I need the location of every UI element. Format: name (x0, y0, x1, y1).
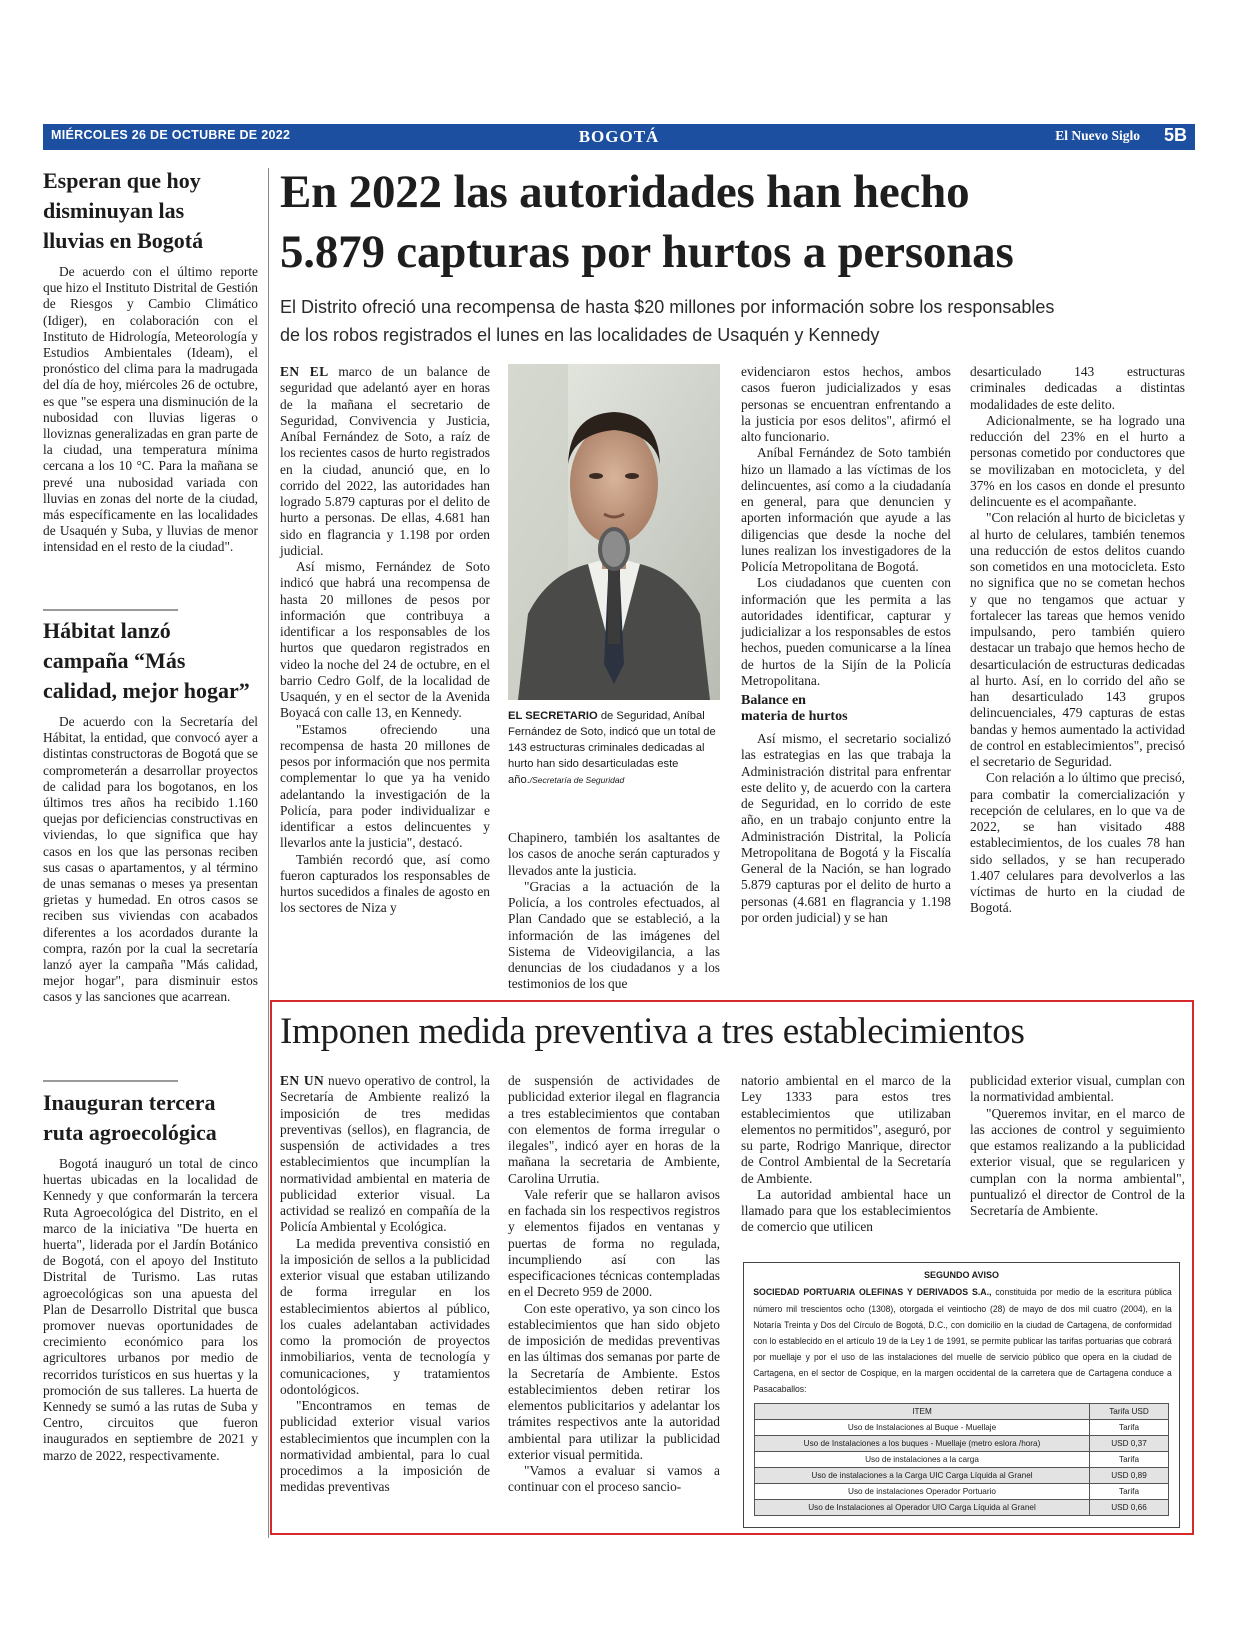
sidebar-title: Inauguran tercera ruta agroecológica (43, 1090, 217, 1145)
table-row: Uso de instalaciones a la Carga UIC Carga Líquida al Granel USD 0,89 (755, 1468, 1169, 1484)
lead-in: EN EL (280, 364, 329, 379)
photo-caption: EL SECRETARIO de Seguridad, Aníbal Fernández de Soto, indicó que un total de 143 estructuras criminales dedicadas al hurto han sido desarticuladas este año./Secretaría de Seguridad (508, 710, 716, 786)
tariff-table (754, 1403, 1169, 1516)
box-column-1: EN UN nuevo operativo de control, la Secretaría de Ambiente realizó la imposición de tres medidas preventivas (sellos), en flagrancia, de suspensión de actividades a tres establecimientos que incumplían la normatividad ambiental en materia de publicidad exterior visual. La actividad se realizó en compañía de la Policía Ambiental y Ecológica. La medida preventiva consistió en la imposición de sellos a la publicidad exterior visual que estaban utilizando de forma irregular en los establecimientos abiertos al público, los cuales adelantaban actividades como la promoción de proyectos inmobiliarios, venta de tecnología y comunicaciones, y tratamientos odontológicos. "Encontramos en temas de publicidad exterior visual varios establecimientos que incumplen con la normatividad ambiental, para lo cual procedimos a la imposición de medidas preventivas (280, 1073, 490, 1495)
photo-credit: /Secretaría de Seguridad (529, 775, 625, 785)
section-subtitle: Balance en materia de hurtos (741, 693, 848, 724)
header-date: MIÉRCOLES 26 DE OCTUBRE DE 2022 (51, 128, 291, 142)
main-subheadline: El Distrito ofreció una recompensa de hasta $20 millones por información sobre los responsables de los robos registrados el lunes en las localidades de Usaquén y Kennedy (280, 297, 1055, 345)
box-column-4: publicidad exterior visual, cumplan con la normatividad ambiental. "Queremos invitar, en el marco de las acciones de control y seguimiento que estamos realizando a la publicidad exterior visual, que se regularicen y cumplan con la norma ambiental", puntualizó el director de Control de la Secretaría de Ambiente. (970, 1073, 1185, 1218)
notice-heading: SEGUNDO AVISO (923, 1270, 999, 1280)
sidebar-article-weather (43, 166, 258, 556)
main-column-4: desarticulado 143 estructuras criminales dedicadas a distintas modalidades de este delito. Adicionalmente, se ha logrado una reducción del 23% en el hurto a personas cometido por conductores que se movilizaban en motocicleta, y del 37% en los casos en donde el presunto delincuente es el acompañante. "Con relación al hurto de bicicletas y al hurto de celulares, también tenemos una reducción de estos delitos cuando son cometidos en una motocicleta. Esto no significa que no se cometan hechos y que no tengamos que actuar y fortalecer las tareas que hemos venido impulsando, pero también quiero destacar un trabajo que hemos hecho de desarticulación de estructuras dedicadas al hurto. Así, en lo corrido del año se han desarticulado 143 grupos delincuenciales, 479 capturas de estas bandas y hemos aumentado la actividad de control en establecimientos", precisó el secretario de Seguridad. Con relación a lo último que precisó, para combatir la comercialización y recepción de celulares, en lo que va de 2022, se han visitado 488 establecimientos, de los cuales 78 han sido sellados, y se han recuperado 1.407 celulares para devolverlos a las víctimas de hurto en la ciudad de Bogotá. (970, 364, 1185, 916)
table-header-row: ITEM Tarifa USD (755, 1404, 1169, 1420)
sidebar-article-habitat (43, 616, 258, 1006)
sidebar-body: Bogotá inauguró un total de cinco huertas ubicadas en la localidad de Kennedy y que conformarán la tercera Ruta Agroecológica del Distrito, en el marco de la iniciativa "De huerta en huerta", liderada por el Jardín Botánico de Bogotá, con el apoyo del Instituto Distrital de Turismo. Las rutas agroecológicas son una apuesta del Plan de Desarrollo Distrital que busca promover nuevas oportunidades de crecimiento económico para los agricultores urbanos por medio de recorridos turísticos en sus huertas y la promoción de sus talleres. La huerta de Kennedy se sumó a las rutas de Suba y Centro, circuitos que fueron inaugurados en septiembre de 2021 y marzo de 2022, respectivamente. (43, 1156, 258, 1463)
divider (43, 609, 178, 611)
legal-notice (743, 1262, 1180, 1528)
box-column-2: de suspensión de actividades de publicidad exterior ilegal en flagrancia a tres establecimientos que contaban con elementos de forma irregular o ilegales", indicó ayer en horas de la mañana la secretaria de Ambiente, Carolina Urrutia. Vale referir que se hallaron avisos en fachada sin los respectivos registros y elementos fijados en ventanas y puertas de forma no regulada, incumpliendo así con las especificaciones técnicas contempladas en el Decreto 959 de 2000. Con este operativo, ya son cinco los establecimientos que han sido objeto de imposición de medidas preventivas en las últimas dos semanas por parte de la Secretaría de Ambiente. Estos establecimientos deben retirar los elementos publicitarios y adelantar los trámites respectivos ante la autoridad ambiental para utilizar la publicidad exterior visual permitida. "Vamos a evaluar si vamos a continuar con el proceso sancio- (508, 1073, 720, 1495)
page-header-bar (43, 124, 1195, 150)
sidebar-body: De acuerdo con la Secretaría del Hábitat, la entidad, que convocó ayer a distintas constructoras de Bogotá que se comprometerán a desarrollar proyectos de calidad para los bogotanos, en los últimos tres años ha recibido 1.160 quejas por deficiencias constructivas en viviendas, lo que significa que hay casos en los que las personas reciben sus casas o apartamentos, y al término de unas semanas o meses ya presentan grietas y humedad. En otros casos se reciben sus viviendas con acabados diferentes a los acordados durante la compra, razón por la cual la secretaría lanzó ayer la campaña "Más calidad, mejor hogar", para disminuir estos casos y las sanciones que acarrean. (43, 714, 258, 1005)
table-row: Uso de instalaciones a la carga Tarifa (755, 1452, 1169, 1468)
box-headline: Imponen medida preventiva a tres establecimientos (280, 1011, 1025, 1052)
header-newspaper-name: El Nuevo Siglo (1055, 128, 1140, 143)
divider (43, 1080, 178, 1082)
sidebar-title: Esperan que hoy disminuyan las lluvias en Bogotá (43, 168, 204, 253)
header-page-number: 5B (1163, 125, 1187, 145)
main-headline: En 2022 las autoridades han hecho 5.879 capturas por hurtos a personas (280, 166, 1014, 278)
column-divider (268, 168, 269, 1538)
main-column-2: Chapinero, también los asaltantes de los casos de anoche serán capturados y llevados ante la justicia. "Gracias a la actuación de la Policía, a los controles efectuados, al Plan Candado que se estableció, a la información de las imágenes del Sistema de Videovigilancia, a las denuncias de los ciudadanos y a los testimonios de los que (508, 830, 720, 992)
table-row: Uso de Instalaciones a los buques - Muellaje (metro eslora /hora) USD 0,37 (755, 1436, 1169, 1452)
header-section: BOGOTÁ (578, 127, 660, 146)
sidebar-article-agro-route (43, 1088, 258, 1464)
secretary-photo (508, 364, 720, 700)
box-column-3: natorio ambiental en el marco de la Ley 1333 para estos tres establecimientos que utilizaban elementos no permitidos", aseguró, por su parte, Rodrigo Manrique, director de Control Ambiental de la Secretaría de Ambiente. La autoridad ambiental hace un llamado para que los establecimientos de comercio que utilicen (741, 1073, 952, 1235)
lead-in: EN UN (280, 1073, 325, 1088)
table-row: Uso de Instalaciones al Operador UIO Carga Líquida al Granel USD 0,66 (755, 1500, 1169, 1516)
main-column-1: EN EL marco de un balance de seguridad que adelantó ayer en horas de la mañana el secretario de Seguridad, Convivencia y Justicia, Aníbal Fernández de Soto, a raíz de los recientes casos de hurto registrados en la ciudad, anunció que, en lo corrido del 2022, las autoridades han logrado 5.879 capturas por el delito de hurto a personas. De ellas, 4.681 han sido en flagrancia y 1.198 por orden judicial. Así mismo, Fernández de Soto indicó que habrá una recompensa de hasta 20 millones de pesos por información que contribuya a identificar a los responsables de los hurtos que quedaron registrados en video la noche del 24 de octubre, en el barrio Cedro Golf, de la localidad de Usaquén, y en el sector de la Avenida Boyacá con calle 13, en Kennedy. "Estamos ofreciendo una recompensa de hasta 20 millones de pesos por información que nos permita complementar lo que ya ha venido adelantando la investigación de la Policía, para poder individualizar e identificar a estos delincuentes y llevarlos ante la justicia", destacó. También recordó que, así como fueron capturados los responsables de hurtos sucedidos a finales de agosto en los sectores de Niza y (280, 364, 490, 916)
notice-body: SOCIEDAD PORTUARIA OLEFINAS Y DERIVADOS S.A., constituida por medio de la escritura pública número mil trescientos ocho (1308), otorgada el veintiocho (28) de mayo de dos mil cuatro (2004), en la Notaría Treinta y Dos del Círculo de Bogotá, D.C., con domicilio en la ciudad de Cartagena, de conformidad con lo establecido en el artículo 19 de la Ley 1 de 1991, se permite publicar las tarifas portuarias que cobrará por muellaje y por el uso de las instalaciones del muelle de servicio público que opera en la ciudad de Cartagena, en el sector de Cospique, en la margen occidental de la carretera que de Cartagena conduce a Pasacaballos: (753, 1287, 1172, 1394)
sidebar-title: Hábitat lanzó campaña “Más calidad, mejor hogar” (43, 618, 250, 703)
table-row: Uso de Instalaciones al Buque - Muellaje Tarifa (755, 1420, 1169, 1436)
main-column-3: evidenciaron estos hechos, ambos casos fueron judicializados y esas personas se encuentran enfrentando a la justicia por esos delitos", afirmó el alto funcionario. Aníbal Fernández de Soto también hizo un llamado a las víctimas de los delincuentes, así como a la ciudadanía en general, para que denuncien y aporten información que ayude a las diligencias que desde la noche del lunes realizan los investigadores de la Policía Metropolitana de Bogotá. Los ciudadanos que cuenten con información que les permita a las autoridades identificar, capturar y judicializar a los responsables de estos hechos, pueden comunicarse a la línea de hurtos de la Sijín de la Policía Metropolitana. Balance en materia de hurtos Así mismo, el secretario socializó las estrategias en las que trabaja la Administración distrital para enfrentar este delito y, de acuerdo con la cartera de Seguridad, en lo corrido de este año, en un trabajo conjunto entre la Administración Distrital, la Policía Metropolitana de Bogotá y la Fiscalía General de la Nación, se han logrado 5.879 capturas por el delito de hurto a personas (4.681 en flagrancia y 1.198 por orden judicial) y se han (741, 364, 951, 925)
sidebar-body: De acuerdo con el último reporte que hizo el Instituto Distrital de Gestión de Riesgos y Cambio Climático (Idiger), en colaboración con el Instituto de Hidrología, Meteorología y Estudios Ambientales (Ideam), el pronóstico del clima para la madrugada del día de hoy, miércoles 26 de octubre, es que "se espera una disminución de la nubosidad con lluvias ligeras o lloviznas generalizadas en gran parte de la ciudad, una temperatura mínima cercana a los 10 °C. Para la mañana se prevé una nubosidad variada con lluvias en zonas del norte de la ciudad, más específicamente en las localidades de Usaquén y Suba, y lluvias de menor intensidad en el resto de la ciudad". (43, 264, 258, 555)
table-row: Uso de instalaciones Operador Portuario Tarifa (755, 1484, 1169, 1500)
